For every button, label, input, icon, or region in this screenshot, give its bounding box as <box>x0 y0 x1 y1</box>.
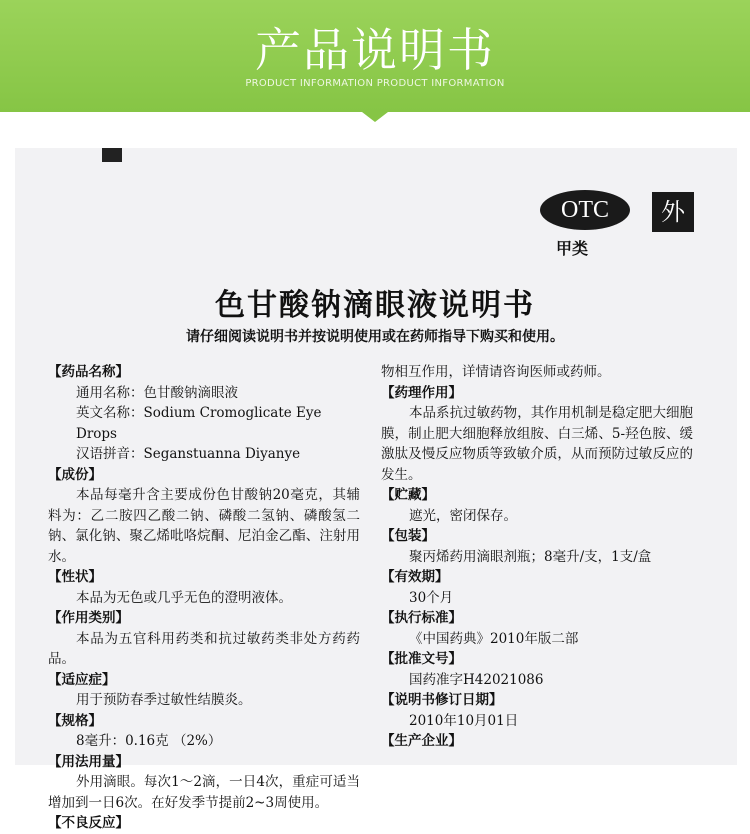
left-column <box>48 362 360 834</box>
section-heading: 【包装】 <box>381 528 435 544</box>
section-heading: 【不良反应】 <box>48 815 129 831</box>
section-heading: 【药品名称】 <box>48 364 129 380</box>
banner-subtitle: PRODUCT INFORMATION PRODUCT INFORMATION <box>245 78 505 89</box>
section-line: 2010年10月01日 <box>409 712 519 729</box>
right-column <box>381 362 693 752</box>
external-use-badge: 外 <box>652 192 694 232</box>
banner-title: 产品说明书 <box>255 23 495 77</box>
section-line: 遮光，密闭保存。 <box>409 507 517 524</box>
section-line: 本品为无色或几乎无色的澄明液体。 <box>76 589 292 606</box>
section-heading: 【贮藏】 <box>381 487 435 503</box>
section-line: 通用名称：色甘酸钠滴眼液 <box>76 384 238 401</box>
section-heading: 【成份】 <box>48 466 102 483</box>
section-paragraph: 本品为五官科用药类和抗过敏药类非处方药药品。 <box>48 630 360 667</box>
section-paragraph: 外用滴眼。每次1～2滴，一日4次，重症可适当增加到一日6次。在好发季节提前2~3周使用。 <box>48 774 360 811</box>
section-heading: 【规格】 <box>48 712 102 729</box>
usage-notice: 请仔细阅读说明书并按说明使用或在药师指导下购买和使用。 <box>186 329 564 345</box>
print-mark <box>102 148 122 162</box>
document-title: 色甘酸钠滴眼液说明书 <box>215 288 535 323</box>
section-line: 国药准字H42021086 <box>409 671 544 688</box>
section-heading: 【性状】 <box>48 569 102 585</box>
section-paragraph: 本品每毫升含主要成份色甘酸钠20毫克，其辅料为：乙二胺四乙酸二钠、磷酸二氢钠、磷酸氢二钠、氯化钠、聚乙烯吡咯烷酮、尼泊金乙酯、注射用水。 <box>48 487 360 565</box>
otc-category-label: 甲类 <box>556 239 589 258</box>
section-line: 英文名称：Sodium Cromoglicate Eye Drops <box>76 405 322 442</box>
section-heading: 【执行标准】 <box>381 610 462 626</box>
section-line: 30个月 <box>409 589 454 606</box>
section-line: 用于预防春季过敏性结膜炎。 <box>76 692 252 708</box>
section-heading: 【有效期】 <box>381 569 449 585</box>
otc-badge: OTC <box>540 190 630 230</box>
banner-arrow-icon <box>362 112 388 122</box>
header-banner <box>0 0 750 112</box>
section-line: 8毫升：0.16克 （2%） <box>76 733 222 749</box>
section-line: 汉语拼音：Seganstuanna Diyanye <box>76 446 301 462</box>
section-heading: 【生产企业】 <box>381 733 462 749</box>
section-paragraph: 聚丙烯药用滴眼剂瓶；8毫升/支，1支/盒 <box>409 548 652 565</box>
section-heading: 【作用类别】 <box>48 610 129 626</box>
section-heading: 【药理作用】 <box>381 384 462 401</box>
section-heading: 【适应症】 <box>48 671 116 688</box>
section-line: 《中国药典》2010年版二部 <box>409 630 579 647</box>
section-paragraph: 本品系抗过敏药物，其作用机制是稳定肥大细胞膜，制止肥大细胞释放组胺、白三烯、5-羟色胺、缓激肽及慢反应物质等致敏介质，从而预防过敏反应的发生。 <box>381 405 693 483</box>
section-heading: 【批准文号】 <box>381 651 462 667</box>
continued-text: 物相互作用，详情请咨询医师或药师。 <box>381 364 611 380</box>
section-heading: 【说明书修订日期】 <box>381 692 503 708</box>
section-heading: 【用法用量】 <box>48 753 129 770</box>
